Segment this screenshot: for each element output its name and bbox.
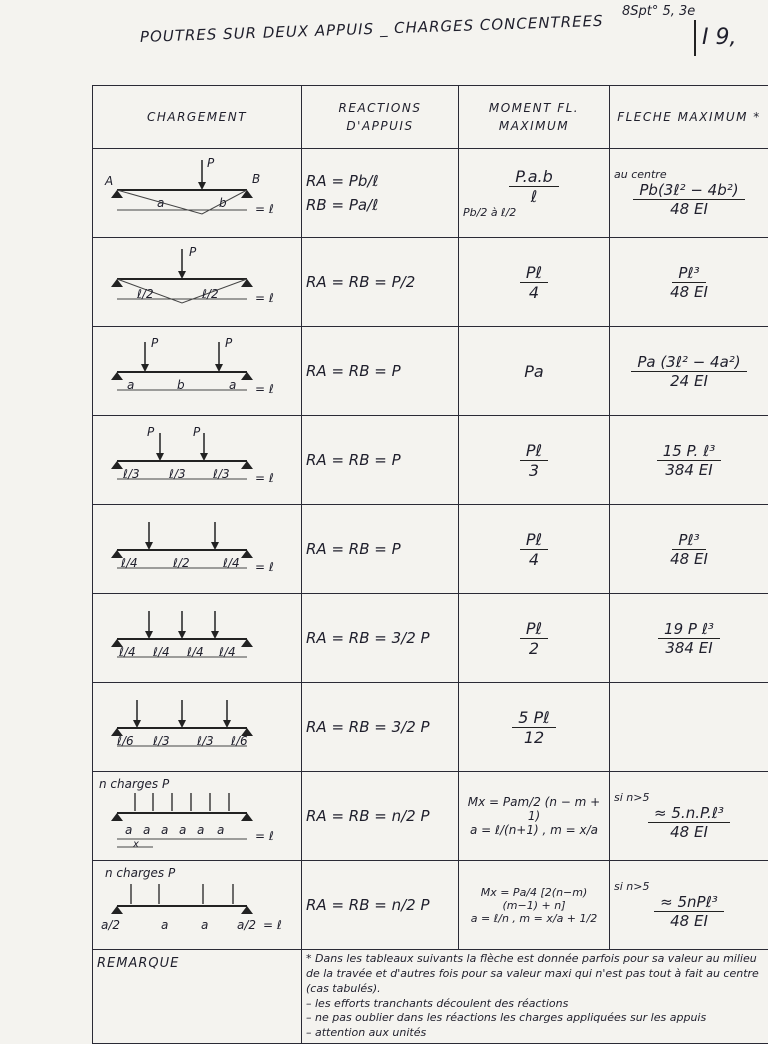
span-label: a/2 [237,918,256,932]
total-length-label: = ℓ [263,918,282,932]
span-label: a [197,823,204,837]
deflection-numerator: Pb(3ℓ² − 4b²) [633,181,744,200]
deflection-cell [610,149,768,238]
remark-line: – les efforts tranchants découlent des réactions [306,997,764,1012]
deflection-note: si n>5 [614,791,764,804]
moment-cell [459,327,610,416]
remark-line: – ne pas oublier dans les réactions les charges appliquées sur les appuis [306,1011,764,1026]
span-label: ℓ/3 [169,467,186,481]
span-label: a [161,823,168,837]
reactions-cell [302,416,459,505]
reactions-cell [302,149,459,238]
reactions-cell [302,238,459,327]
span-label: ℓ/2 [137,287,154,301]
span-label: ℓ/3 [123,467,140,481]
total-length-label: = ℓ [255,471,274,485]
span-label: ℓ/4 [121,556,138,570]
moment-denominator: 4 [523,550,545,569]
deflection-cell [610,594,768,683]
remark-row [93,950,768,1044]
deflection-cell [610,238,768,327]
span-label: a [143,823,150,837]
table-row [93,861,768,950]
moment-numerator: Pℓ [520,530,548,550]
deflection-denominator: 48 EI [664,823,714,841]
reaction-a: RA = Pb/ℓ [306,169,454,193]
deflection-denominator: 384 EI [659,461,718,479]
span-label: a [157,196,164,210]
load-label: P [225,336,232,350]
moment-cell [459,594,610,683]
loading-diagram [93,594,302,683]
col-loading-header: CHARGEMENT [93,86,302,149]
total-length-label: = ℓ [255,202,274,216]
page-title: POUTRES SUR DEUX APPUIS _ CHARGES CONCENTREES [140,12,604,46]
deflection-numerator: 15 P. ℓ³ [657,442,722,461]
remark-line: * Dans les tableaux suivants la flèche est donnée parfois pour sa valeur au milieu de la travée et d'autres fois pour sa valeur maxi qui n'est pas tout à fait au centre (cas tabulés). [306,952,764,997]
span-label: a [201,918,208,932]
moment-cell [459,772,610,861]
moment-cell [459,505,610,594]
table-header-row [93,86,768,149]
deflection-denominator: 48 EI [664,550,714,568]
loading-diagram [93,683,302,772]
loading-diagram [93,416,302,505]
deflection-numerator: ≈ 5.n.P.ℓ³ [648,804,730,823]
deflection-denominator: 48 EI [664,200,714,218]
deflection-denominator: 48 EI [664,283,714,301]
remark-text [302,950,768,1044]
reaction-ab: RA = RB = P [306,359,454,383]
deflection-cell [610,416,768,505]
load-label: P [189,245,196,259]
reaction-ab: RA = RB = n/2 P [306,893,454,917]
moment-cell [459,238,610,327]
moment-denominator: 3 [523,461,545,480]
span-label: ℓ/4 [119,645,136,659]
span-label: ℓ/4 [187,645,204,659]
col-moment-header: MOMENT FL. MAXIMUM [459,86,610,149]
deflection-cell [610,861,768,950]
support-b-label: B [252,172,260,186]
moment-denominator: 4 [523,283,545,302]
span-label: a [179,823,186,837]
x-label: x [133,839,139,850]
span-label: ℓ/3 [197,734,214,748]
deflection-numerator: Pℓ³ [672,264,705,283]
span-label: ℓ/4 [219,645,236,659]
total-length-label: = ℓ [255,382,274,396]
loading-diagram [93,327,302,416]
moment-cell [459,683,610,772]
table-row [93,505,768,594]
reaction-ab: RA = RB = P [306,448,454,472]
col-deflection-header: FLECHE MAXIMUM * [610,86,768,149]
table-row [93,683,768,772]
reaction-ab: RA = RB = 3/2 P [306,715,454,739]
total-length-label: = ℓ [255,560,274,574]
moment-denominator: 12 [518,728,550,747]
support-a-label: A [105,174,113,188]
moment-numerator: P.a.b [509,167,559,187]
deflection-denominator: 48 EI [664,912,714,930]
table-row [93,772,768,861]
reactions-cell [302,594,459,683]
moment-parameters: a = ℓ/n , m = x/a + 1/2 [463,912,605,925]
reaction-ab: RA = RB = P [306,537,454,561]
span-label: ℓ/4 [223,556,240,570]
moment-parameters: a = ℓ/(n+1) , m = x/a [463,823,605,837]
top-note: 8Spt° 5, 3e [622,4,695,19]
reaction-b: RB = Pa/ℓ [306,193,454,217]
loading-diagram [93,505,302,594]
remark-line: – attention aux unités [306,1026,764,1041]
span-label: ℓ/2 [173,556,190,570]
deflection-numerator: 19 P ℓ³ [658,620,720,639]
total-length-label: = ℓ [255,291,274,305]
table-row [93,149,768,238]
load-label: P [207,156,214,170]
span-label: b [219,196,227,210]
deflection-numerator: Pℓ³ [672,531,705,550]
col-reactions-header: REACTIONS D'APPUIS [302,86,459,149]
reactions-cell [302,772,459,861]
reactions-cell [302,861,459,950]
page-number: I 9, [694,20,736,56]
moment-denominator: ℓ [525,187,544,206]
span-label: ℓ/6 [117,734,134,748]
moment-value: Pa [524,362,543,381]
reactions-cell [302,683,459,772]
table-row [93,594,768,683]
moment-cell [459,149,610,238]
span-label: b [177,378,185,392]
span-label: a [217,823,224,837]
moment-formula: Mx = Pam/2 (n − m + 1) [463,795,605,823]
deflection-note: au centre [614,168,764,181]
deflection-cell [610,772,768,861]
beam-formula-table [92,85,768,1044]
reaction-ab: RA = RB = 3/2 P [306,626,454,650]
deflection-denominator: 384 EI [659,639,718,657]
loads-label: n charges P [99,777,169,791]
reaction-ab: RA = RB = n/2 P [306,804,454,828]
span-label: a [125,823,132,837]
moment-cell [459,861,610,950]
moment-numerator: Pℓ [520,263,548,283]
loading-diagram [93,772,302,861]
deflection-cell [610,505,768,594]
span-label: ℓ/3 [213,467,230,481]
table-row [93,327,768,416]
moment-cell [459,416,610,505]
deflection-note: si n>5 [614,880,764,893]
load-label: P [193,425,200,439]
reactions-cell [302,327,459,416]
deflection-denominator: 24 EI [664,372,714,390]
span-label: a [229,378,236,392]
loading-diagram [93,861,302,950]
moment-denominator: 2 [523,639,545,658]
span-label: ℓ/4 [153,645,170,659]
span-label: ℓ/2 [202,287,219,301]
loads-label: n charges P [105,866,175,880]
moment-numerator: Pℓ [520,619,548,639]
deflection-numerator: ≈ 5nPℓ³ [654,893,724,912]
total-length-label: = ℓ [255,829,274,843]
reactions-cell [302,505,459,594]
span-label: ℓ/6 [231,734,248,748]
remark-title: REMARQUE [93,950,302,1044]
deflection-cell [610,327,768,416]
span-label: a/2 [101,918,120,932]
moment-extra: Pb/2 à ℓ/2 [463,206,605,219]
reaction-ab: RA = RB = P/2 [306,270,454,294]
moment-numerator: 5 Pℓ [512,708,556,728]
loading-diagram [93,238,302,327]
deflection-cell [610,683,768,772]
moment-formula: Mx = Pa/4 [2(n−m)(m−1) + n] [463,886,605,912]
table-row [93,416,768,505]
loading-diagram [93,149,302,238]
deflection-numerator: Pa (3ℓ² − 4a²) [631,353,746,372]
span-label: a [127,378,134,392]
span-label: ℓ/3 [153,734,170,748]
span-label: a [161,918,168,932]
load-label: P [147,425,154,439]
load-label: P [151,336,158,350]
moment-numerator: Pℓ [520,441,548,461]
table-row [93,238,768,327]
